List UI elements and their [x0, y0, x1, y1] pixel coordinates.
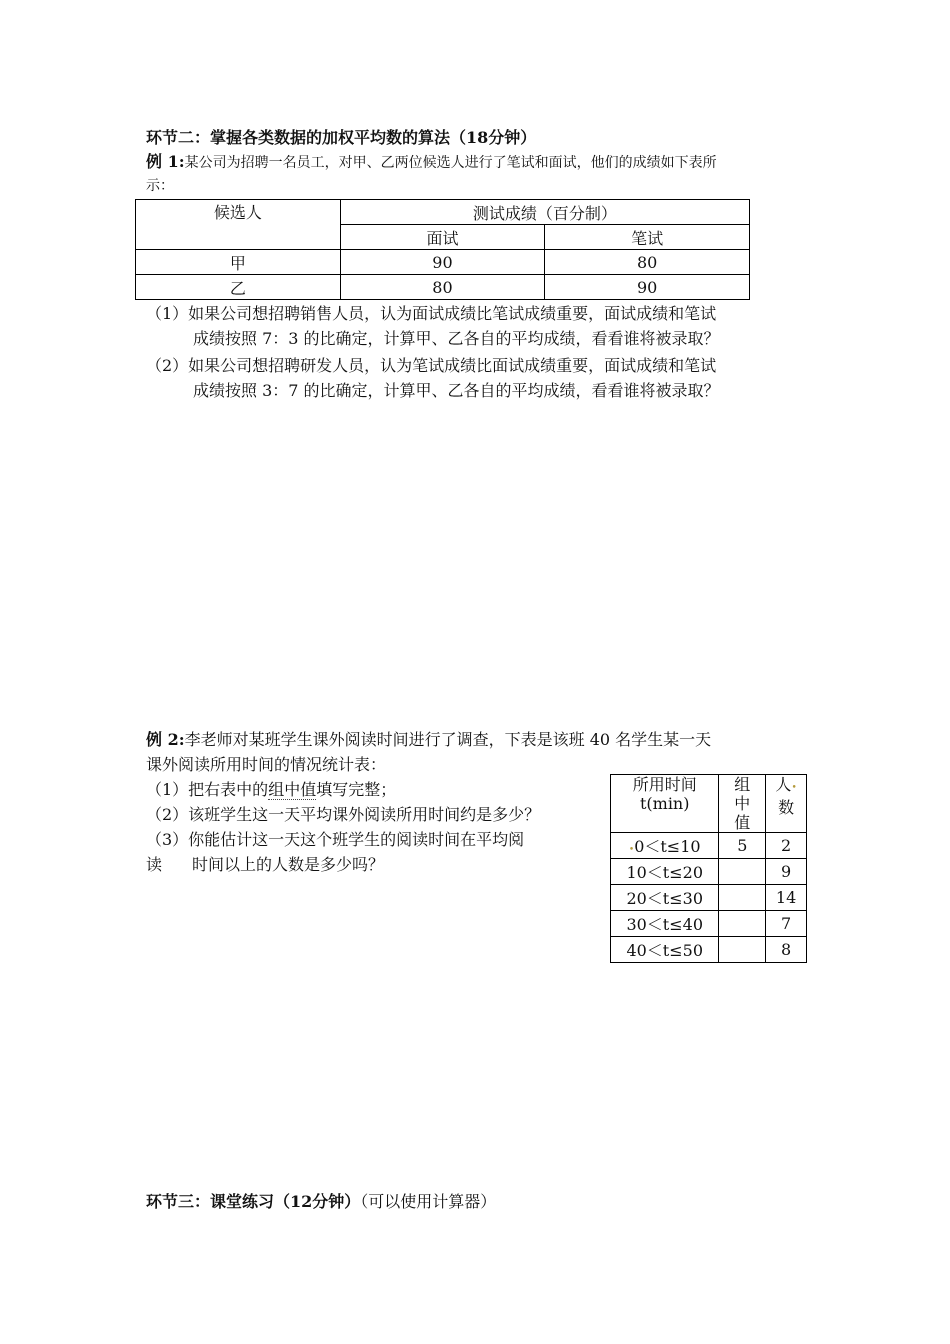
midpoint-value: 5: [719, 833, 766, 859]
header-written: 笔试: [545, 225, 750, 250]
header-interview: 面试: [340, 225, 545, 250]
example1-intro: [146, 150, 717, 175]
time-range: 30＜t≤40: [611, 911, 719, 937]
table-row: [611, 885, 807, 911]
score-table: [135, 199, 750, 300]
example2-question-2: （2）该班学生这一天平均课外阅读所用时间约是多少？: [146, 805, 541, 824]
table-row: [611, 859, 807, 885]
example2-text: 李老师对某班学生课外阅读时间进行了调查，下表是该班 40 名学生某一天: [184, 730, 712, 749]
reading-time-table: [610, 774, 807, 963]
written-score: 90: [545, 275, 750, 300]
header-count-char: 数: [778, 798, 795, 817]
q3-line2-end: 时间以上的人数是多少吗？: [192, 855, 385, 874]
candidate-name: 乙: [136, 275, 341, 300]
marker-dot: •: [791, 783, 797, 793]
interview-score: 90: [340, 250, 545, 275]
example2-question-1: [146, 778, 396, 802]
time-range: 10＜t≤20: [611, 859, 719, 885]
midpoint-value: [719, 937, 766, 963]
header-mid-char: 组: [734, 775, 751, 794]
header-count-char: 人•: [775, 775, 797, 794]
table-row: [136, 250, 750, 275]
example1-text-cont: 示：: [146, 178, 174, 194]
count-value: 7: [766, 911, 807, 937]
count-value: 2: [766, 833, 807, 859]
table-row: [611, 833, 807, 859]
question-1: （1）如果公司想招聘销售人员，认为面试成绩比笔试成绩重要，面试成绩和笔试: [146, 304, 717, 323]
header-midpoint: [719, 775, 766, 833]
table-row: [611, 911, 807, 937]
count-value: 9: [766, 859, 807, 885]
example2-question-3: （3）你能估计这一天这个班学生的阅读时间在平均阅: [146, 830, 525, 849]
midpoint-value: [719, 911, 766, 937]
interview-score: 80: [340, 275, 545, 300]
q1-suffix: 填写完整；: [316, 780, 397, 799]
candidate-name: 甲: [136, 250, 341, 275]
example1-text: 某公司为招聘一名员工，对甲、乙两位候选人进行了笔试和面试，他们的成绩如下表所: [184, 155, 717, 171]
question-2-cont: 成绩按照 3：7 的比确定，计算甲、乙各自的平均成绩，看看谁将被录取？: [193, 381, 720, 400]
q1-underlined-term: 组中值: [268, 780, 317, 799]
table-row: [136, 275, 750, 300]
header-count: [766, 775, 807, 833]
section3-note: （可以使用计算器）: [360, 1192, 497, 1211]
midpoint-value: [719, 859, 766, 885]
header-score: 测试成绩（百分制）: [340, 200, 749, 225]
example2-question-3-cont: [146, 853, 384, 877]
q1-prefix: （1）把右表中的: [146, 780, 269, 799]
example1-label: 例 1:: [146, 152, 185, 171]
time-range: 20＜t≤30: [611, 885, 719, 911]
header-time-line1: 所用时间: [632, 775, 697, 794]
count-value: 8: [766, 937, 807, 963]
section3-title: 环节三：课堂练习（12分钟）: [146, 1192, 361, 1211]
question-2: （2）如果公司想招聘研发人员，认为笔试成绩比面试成绩重要，面试成绩和笔试: [146, 356, 717, 375]
section-heading: 环节二：掌握各类数据的加权平均数的算法（18分钟）: [146, 128, 537, 147]
time-range: •0＜t≤10: [611, 833, 719, 859]
example2-intro: [146, 728, 711, 752]
section3-heading: [146, 1190, 496, 1214]
header-mid-char: 值: [734, 813, 751, 832]
q3-line2-start: 读: [146, 855, 163, 874]
midpoint-value: [719, 885, 766, 911]
count-value: 14: [766, 885, 807, 911]
table-row: [611, 937, 807, 963]
time-range: 40＜t≤50: [611, 937, 719, 963]
header-time-line2: t(min): [639, 794, 690, 813]
question-1-cont: 成绩按照 7：3 的比确定，计算甲、乙各自的平均成绩，看看谁将被录取？: [193, 329, 720, 348]
header-mid-char: 中: [734, 794, 751, 813]
marker-dot: •: [628, 845, 635, 855]
example2-text-cont: 课外阅读所用时间的情况统计表：: [146, 755, 387, 774]
header-time: [611, 775, 719, 833]
header-candidate: 候选人: [136, 200, 341, 250]
example2-label: 例 2:: [146, 730, 185, 749]
written-score: 80: [545, 250, 750, 275]
